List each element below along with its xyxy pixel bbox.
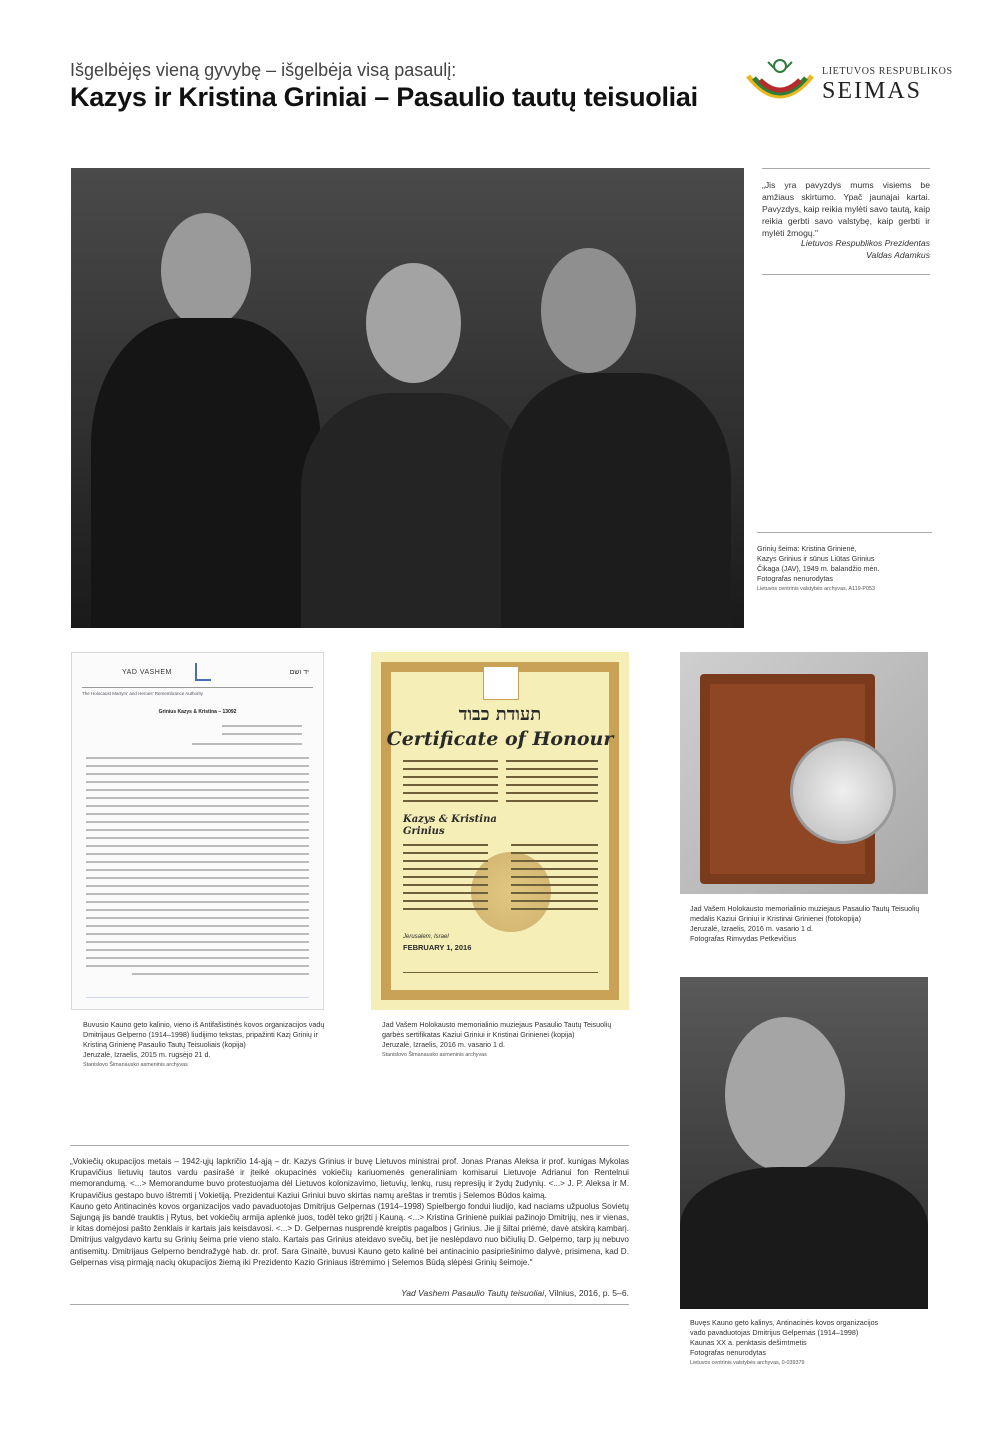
seimas-emblem-icon: [742, 54, 818, 110]
source-details: , Vilnius, 2016, p. 5–6.: [544, 1288, 629, 1298]
source-title: Yad Vashem Pasaulio Tautų teisuoliai: [401, 1288, 545, 1298]
caption-archive: Lietuvos centrinis valstybės archyvas, 0-039379: [690, 1360, 805, 1366]
certificate-names: [403, 814, 497, 838]
caption-archive: Stanislovo Šimanausko asmeninis archyvas: [382, 1052, 487, 1058]
testimony-letter-image: [71, 652, 324, 1010]
certificate-title: Certificate of Honour: [386, 728, 614, 750]
letter-file-title: Grinius Kazys & Kristina – 13092: [158, 709, 237, 715]
bottom-paragraph-1: „Vokiečių okupacijos metais – 1942-ųjų lapkričio 14-ąją – dr. Kazys Grinius ir buvę Lietuvos ministrai prof. Jonas Pranas Aleksa ir prof. kunigas Mykolas Krupavičius lietuvių tautos vardu pasirašė ir įteikė okupacinės vokiečių kariuomenės generaliniam komisarui Lietuvoje Adrianui fon Rentelnui memorandumą. <...> Memorandume buvo protestuojama dėl Lietuvos kolonizavimo, lietuvių, lenkų, rusų represijų ir žydų žudynių. <...> J. P. Aleksa ir M. Krupavičius gestapo buvo ištremti į Vokietiją. Prezidentui Kaziui Griniui buvo skirtas namų areštas ir tremtis į Selemos Būdos kaimą.: [70, 1157, 629, 1200]
letter-caption: [83, 1020, 333, 1070]
caption-photographer: Fotografas Rimvydas Petkevičius: [690, 934, 797, 943]
certificate-names-line2: Grinius: [403, 826, 445, 837]
medal-icon: [790, 738, 896, 844]
caption-archive: Stanislovo Šimanausko asmeninis archyvas: [83, 1062, 188, 1068]
menorah-icon: [195, 663, 211, 681]
caption-title: vado pavaduotojas Dmitrijus Gelpernas (1914–1998): [690, 1328, 859, 1337]
quote-text: „Jis yra pavyzdys mums visiems be amžiaus skirtumo. Ypač jaunajai kartai. Pavyzdys, kaip reikia mylėti savo tautą, kaip reikia gerbti savo valstybę, kaip gerbti ir mylėti žmogų.": [762, 180, 930, 238]
yad-vashem-hebrew-label: יד ושם: [289, 669, 309, 676]
family-photo: [71, 168, 744, 628]
logo-text-line1: LIETUVOS RESPUBLIKOS: [822, 66, 953, 77]
quote-author-name: Valdas Adamkus: [866, 250, 930, 260]
quote-author-title: Lietuvos Respublikos Prezidentas: [801, 238, 930, 248]
caption-archive: Lietuvos centrinis valstybės archyvas, A119-P053: [757, 586, 875, 592]
certificate-date: FEBRUARY 1, 2016: [403, 943, 472, 952]
caption-title: medalis Kaziui Griniui ir Kristinai Grinienei (fotokopija): [690, 914, 861, 923]
certificate-of-honour-image: [371, 652, 629, 1010]
caption-title: garbės sertifikatas Kaziui Griniui ir Kristinai Grinienei (kopija): [382, 1030, 575, 1039]
medal-caption: [690, 904, 930, 944]
bottom-source: [70, 1288, 629, 1305]
certificate-caption: [382, 1020, 632, 1060]
yad-vashem-label: YAD VASHEM: [122, 669, 172, 676]
quote-block: [762, 168, 930, 275]
gelpern-portrait-photo: [680, 977, 928, 1309]
caption-place: Kaunas XX a. penktasis dešimtmetis: [690, 1338, 807, 1347]
caption-title: Buvusio Kauno geto kalinio, vieno iš Antifašistinės kovos organizacijos vadų: [83, 1020, 325, 1029]
caption-photographer: Fotografas nenurodytas: [757, 574, 833, 583]
caption-title: Kazys Grinius ir sūnus Liūtas Grinius: [757, 554, 875, 563]
gelpern-caption: [690, 1318, 930, 1368]
page-title: Kazys ir Kristina Griniai – Pasaulio tautų teisuoliai: [70, 82, 698, 112]
caption-title: Jad Vašem Holokausto memorialinio muziejaus Pasaulio Tautų Teisuolių: [382, 1020, 612, 1029]
family-photo-caption: [757, 532, 932, 594]
medal-photo: [680, 652, 928, 894]
caption-place: Jeruzalė, Izraelis, 2015 m. rugsėjo 21 d.: [83, 1050, 211, 1059]
caption-title: Grinių šeima: Kristina Grinienė,: [757, 544, 857, 553]
yad-vashem-logo-icon: [483, 666, 519, 700]
caption-place: Jeruzalė, Izraelis, 2016 m. vasario 1 d.: [690, 924, 814, 933]
certificate-names-line1: Kazys & Kristina: [403, 814, 497, 825]
bottom-paragraph-2: Kauno geto Antinacinės kovos organizacijos vado pavaduotojas Dmitrijus Gelpernas (1914–1998) Spielbergo fondui liudijo, kad naciams užpuolus Sovietų Sąjungą jis bandė trauktis į Rytus, bet vokiečių armija aplenkė juos, todėl teko grįžti į Kauną. <...> Kristina Grinienė puikiai pažinojo Dmitrijų, nes ir vienas, ir kitas domėjosi pašto ženklais ir kartais jais keisdavosi. <...> D. Gelpernas nusprendė kreiptis pagalbos į Grinius. Jie jį šiltai priėmė, davė atskirą kambarį. Dmitrijus valgydavo kartu su Grinių šeima prie vieno stalo. Kartais pas Grinius ateidavo svečių, bet jie neslėpdavo nuo bičiulių D. Gelperno, tarp jų nebuvo antisemitų. Dmitrijaus Gelperno bendražygė hab. dr. prof. Sara Ginaitė, buvusi Kauno geto kalinė bei antinacinio pasipriešinimo dalyvė, prisimena, kad D. Gelpernas visą pirmąją nacių okupacijos žiemą iki Prezidento Kazio Griniaus ištrėmimo į Selemos Būdą slėpėsi Grinių šeimoje.": [70, 1201, 629, 1267]
bottom-quote-text: [70, 1145, 629, 1268]
caption-title: Jad Vašem Holokausto memorialinio muziejaus Pasaulio Tautų Teisuolių: [690, 904, 920, 913]
certificate-place: Jerusalem, Israel: [403, 934, 449, 940]
caption-photographer: Fotografas nenurodytas: [690, 1348, 766, 1357]
caption-title: Dmitrijaus Gelperno (1914–1998) liudijimo tekstas, pripažinti Kazį Grinių ir: [83, 1030, 318, 1039]
caption-title: Buvęs Kauno geto kalinys, Antinacinės kovos organizacijos: [690, 1318, 879, 1327]
caption-place: Jeruzalė, Izraelis, 2016 m. vasario 1 d.: [382, 1040, 506, 1049]
caption-place: Čikaga (JAV), 1949 m. balandžio mėn.: [757, 564, 880, 573]
logo-text-line2: SEIMAS: [822, 78, 923, 104]
seimas-logo: [742, 54, 953, 110]
caption-title: Kristiną Grinienę Pasaulio Tautų Teisuoliais (kopija): [83, 1040, 246, 1049]
certificate-hebrew-title: תעודת כבוד: [458, 704, 542, 725]
page-subtitle: Išgelbėjęs vieną gyvybę – išgelbėja visą pasaulį:: [70, 60, 457, 80]
letter-authority: The Holocaust Martyrs' and Heroes' Remembrance Authority: [82, 691, 204, 696]
